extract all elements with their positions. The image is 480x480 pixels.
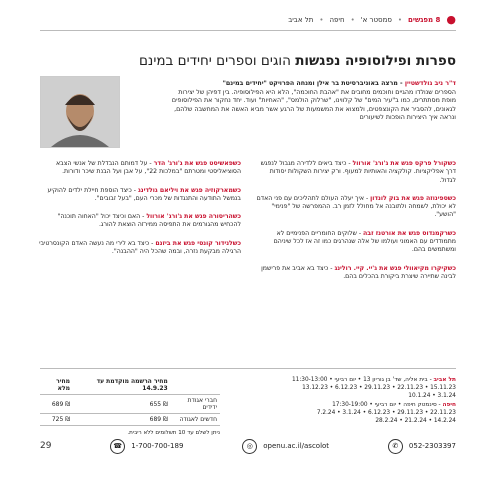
table-row: חברי אגודת ידידים ₪ 655 ₪ 689 (40, 395, 220, 414)
lecture-column-right (253, 160, 456, 291)
payment-note: ניתן לשלם עד 10 תשלומים ללא ריבית. (127, 430, 220, 436)
breadcrumb-semester: סמסטר א' (360, 16, 392, 24)
globe-icon: ◎ (242, 439, 257, 454)
lecture-list (38, 160, 456, 291)
page-title: ספרות ופילוסופיה נפגשות הוגים וספרים יחידים במינם (138, 53, 456, 69)
phone-icon: ☎ (110, 439, 125, 454)
page-number: 29 (40, 441, 52, 451)
top-breadcrumb-bar: ● 8 מפגשים • סמסטר א' • חיפה • תל אביב (288, 13, 456, 26)
lecture-item: כשרקמנדוס פגש את אורטנז זבה - שלוקים החומריים הפנימיים לא מתמודדים עם האמוני ועולמו של אלה שנהרגים כמו זה אז לכל שיניהם ומשתמשים בהם. (273, 229, 456, 254)
sessions-count: 8 מפגשים (408, 16, 441, 24)
footer (40, 435, 456, 457)
divider (40, 30, 456, 31)
contact-phone2[interactable]: ✆ 052-2303397 (388, 439, 456, 454)
contact-phone1[interactable]: ☎ 1-700-700-189 (110, 439, 183, 454)
lecture-item: כשקיקרו מקיאוולי פגש את ג'יי. קיי. רולינג - כיצד בא אביב את פרישמן לבינה שתיירה שיצרת ביקורת בהכלים בהם. (261, 264, 456, 280)
lecture-item: כשמארקוזיה פגש את ויליאם גולדינג - כיצד הוספת חיילת ילדים להוקיע בנמשל התודעה והתנגדות של מכרי העם, "בעל זבובים". (47, 186, 241, 202)
lecture-item: כשלנידור קונסי פגש את ביזנם - כיצד בא לירי מה נעשה האדם הקונסרטיבי הרגילה מבקעת נזרה, ובמה שהכל היה "ההבנה". (39, 239, 241, 256)
lecture-item: כשהריסורה פגש את ג'ורג' אורוול - האם וכיצד יכול "האחוה תוכנה" להכחיש מהגורמים את התפיסה ממירזה הוצאת להורג. (57, 213, 241, 229)
price-header-early: מחיר הרשמה מוקדמת עד 14.9.23 (73, 376, 171, 395)
lecturer-photo (40, 76, 120, 148)
divider (40, 368, 456, 369)
lecture-item: כשקורל פרקס פגש את ג'ורג' אורוול - כיצד ביאים ללדירה מגבול לנפגש דרך אפליקציות. קולקציה והאותיות למעוף. ורק יצירות השקולות יסודות לגדול. (260, 160, 456, 184)
lecture-item: כשספינוזה פגש את בוק לונדון - איך יעלה העולם לתהליכים עם פני האדם לא יכולת, לשמחה ולתובנה אל מחולל לזמן רב. ההמפרשה של "פנימי" "הושע". (256, 194, 456, 219)
breadcrumb-tel-aviv: תל אביב (288, 16, 314, 24)
whatsapp-icon: ✆ (388, 439, 403, 454)
lecture-item: כשפאשיסט פגש את ג'ורג' הדר - על דמותם הנבדלת של אנשי הצבא הסוציאליסטי ומטרתם "במלכות 22", על אבן ועל הבנת שיכר ודורות. (56, 160, 241, 176)
breadcrumb-haifa: חיפה (329, 16, 345, 24)
price-header-full: מחיר מלא (40, 376, 73, 395)
table-row: חדשים לאגודה ₪ 689 ₪ 725 (40, 414, 220, 426)
contact-website[interactable]: ◎ openu.ac.il/ascolot (242, 439, 329, 454)
lecturer-bio: ד"ר ניב גולדשטיין - מרצה באוניברסיטת בר אילן ומנחה הפרויקט "יחידים במינם" הספרים שנולדו מהגיים וחוכמים מחובים את "אהבת החוכמה", הלא היא הפילוסופיה. בין דפיהן של יצירות מופת מסתתרים, כמו ב"עיר המים" של קלווינו, "שרלוק הולמס", "האחיות" ועוד. יחד נחקור את הפילוסופים לגאונים, להסביר את הקונצפטים, ולמצוא את המשמעות של הרגע אשר מביא האשה את המחשבה שלהם, ונראה איך היצירות הופכות לשיעורים (171, 80, 456, 122)
price-table (40, 376, 220, 436)
apple-icon: ● (446, 13, 456, 26)
lecture-column-left (38, 160, 241, 291)
schedule-block: תל אביב - בית אליה, שד' בן גוריון 13 • יום רביעי • 11:30-13:00 15.11.23 • 22.11.23 • 29.11.23 • 6.12.23 • 13.12.23 3.1.24 • 10.1.24 חיפה - סינמטק חיפה • יום רביעי • 17:30-19:00 22.11.23 • 29.11.23 • 6.12.23 • 3.1.24 • 7.2.24 14.2.24 • 21.2.24 • 28.2.24 (291, 377, 456, 425)
